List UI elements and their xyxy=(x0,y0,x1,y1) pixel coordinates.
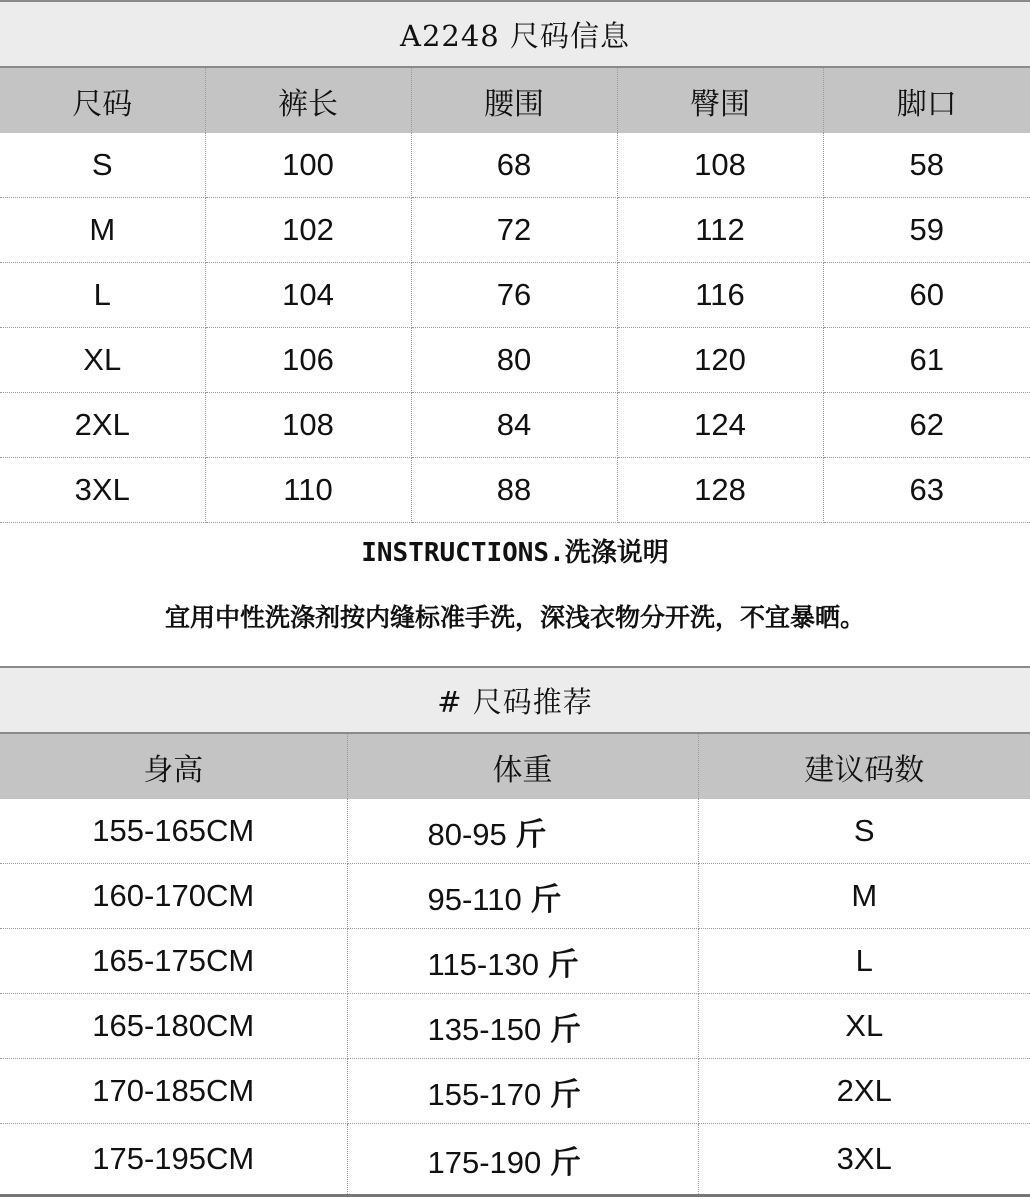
cell-weight xyxy=(347,799,698,864)
cell-height: 160-170CM xyxy=(0,864,347,929)
cell-waist: 72 xyxy=(411,198,617,263)
cell-weight xyxy=(347,1059,698,1124)
table-row xyxy=(0,994,1030,1059)
weight-value: 155-170 xyxy=(427,1076,542,1112)
header-hem: 脚口 xyxy=(823,68,1030,133)
weight-value: 80-95 xyxy=(427,816,507,852)
table-row xyxy=(0,198,1030,263)
table-row xyxy=(0,328,1030,393)
cell-length: 106 xyxy=(205,328,411,393)
size-info-table xyxy=(0,68,1030,523)
cell-length: 100 xyxy=(205,133,411,198)
cell-height: 155-165CM xyxy=(0,799,347,864)
cell-waist: 88 xyxy=(411,458,617,523)
cell-height: 170-185CM xyxy=(0,1059,347,1124)
cell-weight xyxy=(347,994,698,1059)
table-row xyxy=(0,929,1030,994)
header-length: 裤长 xyxy=(205,68,411,133)
cell-hip: 120 xyxy=(617,328,823,393)
size-recommend-table xyxy=(0,734,1030,1197)
weight-unit: 斤 xyxy=(530,881,562,918)
cell-weight xyxy=(347,1124,698,1196)
weight-unit: 斤 xyxy=(547,946,579,983)
cell-hem: 63 xyxy=(823,458,1030,523)
weight-value: 115-130 xyxy=(427,946,539,982)
cell-suggested-size: 2XL xyxy=(698,1059,1030,1124)
cell-suggested-size: XL xyxy=(698,994,1030,1059)
header-weight: 体重 xyxy=(347,734,698,799)
cell-height: 165-175CM xyxy=(0,929,347,994)
cell-waist: 80 xyxy=(411,328,617,393)
cell-size: XL xyxy=(0,328,205,393)
cell-height: 175-195CM xyxy=(0,1124,347,1196)
weight-unit: 斤 xyxy=(549,1011,581,1048)
size-recommend-title: # 尺码推荐 xyxy=(0,666,1030,734)
cell-hip: 128 xyxy=(617,458,823,523)
table-row xyxy=(0,799,1030,864)
weight-unit: 斤 xyxy=(549,1076,581,1113)
cell-suggested-size: 3XL xyxy=(698,1124,1030,1196)
cell-suggested-size: S xyxy=(698,799,1030,864)
header-height: 身高 xyxy=(0,734,347,799)
cell-length: 108 xyxy=(205,393,411,458)
weight-unit: 斤 xyxy=(549,1144,581,1181)
recommend-header-row xyxy=(0,734,1030,799)
cell-size: L xyxy=(0,263,205,328)
weight-value: 175-190 xyxy=(427,1144,542,1180)
cell-weight xyxy=(347,929,698,994)
cell-suggested-size: L xyxy=(698,929,1030,994)
weight-value: 95-110 xyxy=(427,881,522,917)
weight-value: 135-150 xyxy=(427,1011,542,1047)
cell-length: 104 xyxy=(205,263,411,328)
cell-size: M xyxy=(0,198,205,263)
table-row xyxy=(0,393,1030,458)
cell-hem: 58 xyxy=(823,133,1030,198)
size-info-title: A2248 尺码信息 xyxy=(0,0,1030,68)
cell-height: 165-180CM xyxy=(0,994,347,1059)
cell-weight xyxy=(347,864,698,929)
table-row xyxy=(0,263,1030,328)
table-row xyxy=(0,133,1030,198)
header-waist: 腰围 xyxy=(411,68,617,133)
cell-waist: 84 xyxy=(411,393,617,458)
table-row xyxy=(0,1059,1030,1124)
cell-waist: 68 xyxy=(411,133,617,198)
cell-size: 2XL xyxy=(0,393,205,458)
cell-size: S xyxy=(0,133,205,198)
cell-hem: 59 xyxy=(823,198,1030,263)
cell-hip: 116 xyxy=(617,263,823,328)
table-row xyxy=(0,864,1030,929)
cell-size: 3XL xyxy=(0,458,205,523)
table-row xyxy=(0,458,1030,523)
cell-hip: 108 xyxy=(617,133,823,198)
cell-hem: 61 xyxy=(823,328,1030,393)
size-info-header-row xyxy=(0,68,1030,133)
header-hip: 臀围 xyxy=(617,68,823,133)
instructions-text: 宜用中性洗涤剂按内缝标准手洗，深浅衣物分开洗，不宜暴晒。 xyxy=(164,603,865,632)
table-row xyxy=(0,1124,1030,1196)
header-suggested-size: 建议码数 xyxy=(698,734,1030,799)
cell-hem: 60 xyxy=(823,263,1030,328)
header-size: 尺码 xyxy=(0,68,205,133)
cell-suggested-size: M xyxy=(698,864,1030,929)
cell-waist: 76 xyxy=(411,263,617,328)
instructions-title: INSTRUCTIONS.洗涤说明 xyxy=(361,538,669,568)
cell-hip: 124 xyxy=(617,393,823,458)
cell-hem: 62 xyxy=(823,393,1030,458)
cell-hip: 112 xyxy=(617,198,823,263)
weight-unit: 斤 xyxy=(515,816,547,853)
cell-length: 110 xyxy=(205,458,411,523)
cell-length: 102 xyxy=(205,198,411,263)
